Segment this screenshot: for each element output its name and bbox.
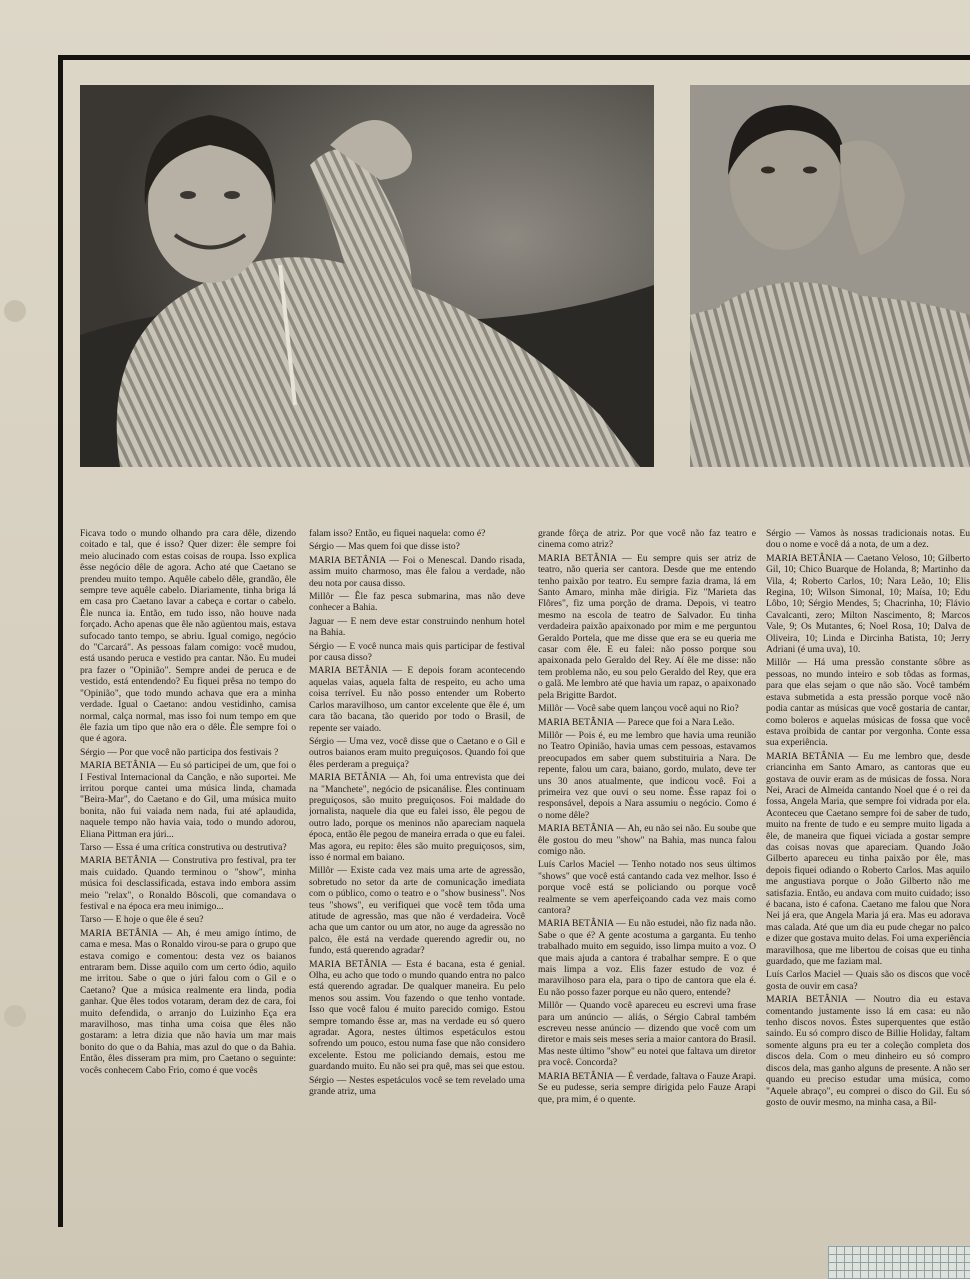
paragraph: MARIA BETÂNIA — Eu me lembro que, desde criancinha em Santo Amaro, as cantoras que eu gostava de ouvir eram as de músicas de fossa. Nora Nei, Araci de Almeida cantando Noel que é o rei da fossa, Angela Maria, que sempre foi vidrada por ela. Aconteceu que Caetano sempre foi de saber de tudo, muito na frente de tudo e eu sempre muito ligada a êle, de maneira que fiquei viciada a gostar sempre das coisas novas que apareciam. Quando João Gilberto apareceu eu tinha paixão por êle, mas depois fiquei odiando o Roberto Carlos. Mas aquilo me angustiava porque o João Gilberto não me satisfazia. Então, eu andava com muito cuidado; isso é bacana, isto é cafona. Caetano me falou que Nora Nei já era, que Angela Maria já era. Mas eu adorava mas calada. Até que um dia eu pude chegar no palco e dizer que gostava muito delas. Foi uma experiência maravilhosa, que me libertou de coisas que eu tinha guardado, que me faziam mal. <box>766 750 970 968</box>
paragraph: Sérgio — Nestes espetáculos você se tem revelado uma grande atriz, uma <box>309 1074 525 1098</box>
text-column-3 <box>538 528 756 1233</box>
text-column-1 <box>80 528 296 1233</box>
woman-portrait-photo-icon <box>690 85 970 467</box>
paragraph: Millôr — Você sabe quem lançou você aqui no Rio? <box>538 703 739 715</box>
paragraph: Tarso — E hoje o que êle é seu? <box>80 914 204 926</box>
paragraph: falam isso? Então, eu fiquei naquela: como é? <box>309 528 486 539</box>
paragraph: Ficava todo o mundo olhando pra cara dêle, dizendo coitado e tal, que é isso? Quer dizer: êle sempre foi meio alucinado com estas coisas de roupa. Isso explica êsse negócio dêle de agora. Acho até que Caetano se prendeu muito tempo. Aquêle cabelo dêle, grandão, êle sempre teve aquêle cabelo. Diariamente, tinha briga lá em casa pro Caetano lavar a cabeça e cortar o cabelo. Êle nunca ia. Então, em tudo isso, não houve nada forçado. Acho apenas que êle não agüentou mais, estava sufocado tanto tempo, se abriu. Igual comigo, negócio do "Carcará". As pessoas falam comigo: você mudou, está usando peruca e vestido pra cantar. Não. Eu mudei pra fazer o "Opinião". Sempre andei de peruca e de vestido, está entendendo? Eu fiquei prêsa no tempo do "Opinião", que todo mundo achava que era a minha verdade. Igual o Caetano: andou vestidinho, camisa normal, calça normal, mas isso foi num tempo em que êle fazia um tipo que não era o dêle. Êle sempre foi o que é agora. <box>80 528 296 745</box>
paragraph: grande fôrça de atriz. Por que você não faz teatro e cinema como atriz? <box>538 528 756 551</box>
graph-paper-strip <box>828 1246 970 1279</box>
paragraph: MARIA BETÂNIA — Caetano Veloso, 10; Gilberto Gil, 10; Chico Buarque de Holanda, 8; Martinho da Vila, 4; Roberto Carlos, 10; Nara Leão, 10; Elis Regina, 10; Wilson Simonal, 10; Maísa, 10; Edu Lôbo, 10; Sérgio Mendes, 5; Chacrinha, 10; Flávio Cavalcanti, zero; Milton Nascimento, 8; Marcos Vale, 9; Os Mutantes, 6; Noel Rosa, 10; Dalva de Oliveira, 10; Linda e Dircinha Batista, 10; Jerry Adriani (é uma uva), 10. <box>766 552 970 656</box>
paragraph: MARIA BETÂNIA — Esta é bacana, esta é genial. Olha, eu acho que todo o mundo quando entra no palco está querendo agradar. De qualquer maneira. Eu pelo menos sou assim. Vou fazendo o que tenho vontade. Isso que você falou é muito parecido comigo. Estou sempre tomando êsse ar, mas na verdade eu só quero agradar. Agora, nestes últimos espetáculos estou sofrendo um pouco, estou numa fase que não considero excelente. Estou me policiando demais, estou me guardando muito. Eu não sei pra quê, mas sei que estou. <box>309 958 525 1073</box>
paragraph: MARIA BETÂNIA — Eu só participei de um, que foi o I Festival Internacional da Canção, e não suportei. Me irritou porque cantei uma música linda, chamada "Beira-Mar", do Caetano e do Gil, uma música muito bonita, não fui vaiada nem nada, fui até aplaudida, naquele tempo não havia vaia, todo o mundo adorou, Eliana Pittman era júri... <box>80 760 296 840</box>
paragraph: Sérgio — Mas quem foi que disse isto? <box>309 541 460 553</box>
paragraph: Tarso — Essa é uma crítica construtiva ou destrutiva? <box>80 841 287 853</box>
paragraph: Millôr — Quando você apareceu eu escrevi uma frase para um anúncio — aliás, o Sérgio Cabral também escreveu nesse anúncio — dizendo que você com um diretor e mais seis meses seria a maior cantora do Brasil. Mas neste último "show" eu notei que faltava um diretor pra você. Concorda? <box>538 1000 756 1069</box>
paragraph: Sérgio — Vamos às nossas tradicionais notas. Eu dou o nome e você dá a nota, de um a dez. <box>766 528 970 551</box>
paragraph: Sérgio — Por que você não participa dos festivais ? <box>80 746 279 758</box>
main-photo <box>80 85 654 467</box>
paragraph: Millôr — Êle faz pesca submarina, mas não deve conhecer a Bahia. <box>309 591 525 614</box>
paragraph: MARIA BETÂNIA — Parece que foi a Nara Leão. <box>538 716 735 728</box>
paragraph: MARIA BETÂNIA — Noutro dia eu estava comentando justamente isso lá em casa: eu não tenho discos novos. Êstes superquentes que estão saindo. Eu só compro disco de Billie Holiday, faltam somente alguns pra eu ter a coleção completa dos discos dela. Com o meu dinheiro eu só compro discos dela, mas ganho alguns de presente. A não ser quando eu preciso estudar uma música, como "Aquele abraço", eu comprei o disco do Gil. Eu só gosto de ouvir mesmo, na minha casa, a Bil- <box>766 994 970 1108</box>
border-rule-top <box>58 55 970 60</box>
paragraph: Millôr — Pois é, eu me lembro que havia uma reunião no Teatro Opinião, havia umas cem pessoas, estavamos preocupados em saber quem substituiria a Nara. De repente, falou um cara, baiano, gordo, mulato, deve ter uns 30 anos atualmente, que indicou você. Foi a primeira vez que ouvi o seu nome. Êsse rapaz foi o responsável, depois a Nara assumiu o negócio. Como é o nome dêle? <box>538 729 756 821</box>
paragraph: Sérgio — E você nunca mais quis participar de festival por causa disso? <box>309 640 525 664</box>
paragraph: MARIA BETÂNIA — E depois foram acontecendo aquelas vaias, aquela falta de respeito, eu acho uma coisa terrível. Eu não posso entender um Roberto Carlos maravilhoso, um cantor excelente que êle é, um cara tão bacana, tão querido por todo o Brasil, de repente ser vaiado. <box>309 665 525 734</box>
paragraph: Sérgio — Uma vez, você disse que o Caetano e o Gil e outros baianos eram muito preguiçosos. Quando foi que êles perderam a preguiça? <box>309 735 525 770</box>
text-column-4 <box>766 528 970 1233</box>
punch-hole <box>4 1005 26 1027</box>
paragraph: Luís Carlos Maciel — Tenho notado nos seus últimos "shows" que você está cantando cada vez melhor. Isso é porque você está se policiando ou porque você realmente se vem aperfeiçoando cada vez mais como cantora? <box>538 859 756 916</box>
border-rule-left <box>58 55 63 1227</box>
text-column-2 <box>309 528 525 1233</box>
article-body <box>80 528 970 1233</box>
paragraph: MARIA BETÂNIA — Ah, foi uma entrevista que dei na "Manchete", negócio de psicanálise. Êles continuam preguiçosos, são muito preguiçosos. Foi maldade do jornalista, naquele dia que eu falei isso, êle pegou de outro lado, porque os meninos não apareciam naquela época, então êle pegou de maneira errada o que eu falei. Mas agora, eu repito: êles são muito preguiçosos, sim, isso é normal em baiano. <box>309 772 525 863</box>
paragraph: MARIA BETÂNIA — É verdade, faltava o Fauze Arapi. Se eu pudesse, seria sempre dirigida pelo Fauze Arapi que, pra mim, é o quente. <box>538 1070 756 1105</box>
woman-portrait-photo-icon <box>80 85 654 467</box>
paragraph: MARIA BETÂNIA — Construtiva pro festival, pra ter mais cuidado. Quando terminou o "show", minha música foi desclassificada, estava indo embora assim meio "relax", o Ronaldo Bôscoli, que comandava o festival e na época era meu inimigo... <box>80 855 296 912</box>
paragraph: MARIA BETÂNIA — Eu não estudei, não fiz nada não. Sabe o que é? A gente acostuma a garganta. Eu tenho trabalhado muito em seguido, isso limpa muito a voz. O que mais ajuda a cantora é trabalhar sempre. E o que mais limpa a voz. Elis fazer estudo de voz é maravilhoso para ela, para o tipo de cantora que ela é. Eu não posso fazer porque eu não quero, entende? <box>538 918 756 998</box>
punch-hole <box>4 300 26 322</box>
side-photo <box>690 85 970 467</box>
paragraph: MARIA BETÂNIA — Eu sempre quis ser atriz de teatro, não queria ser cantora. Desde que me entendo tenho paixão por teatro. Eu sempre fazia drama, lá em Santo Amaro, minha mãe dirigia. Fiz "Marieta das Flôres", fiz uma porção de drama. Depois, vi teatro mesmo na escola de teatro de Salvador. Eu tinha verdadeira paixão apaixonado por mim e me perguntou Geraldo Portela, que me disse que era se eu queria me casar com êle. E eu falei: não posso porque sou apaixonada pelo Geraldo del Rey. Aí êle me disse: não tem problema não, eu sou pelo Geraldo del Rey, que era o galã. Me lembro até que havia um rapaz, o apaixonado pela Brigitte Bardot. <box>538 552 756 701</box>
paragraph: Jaguar — E nem deve estar construindo nenhum hotel na Bahia. <box>309 615 525 639</box>
paragraph: MARIA BETÂNIA — Ah, eu não sei não. Eu soube que êle gostou do meu "show" na Bahia, mas nunca falou comigo não. <box>538 823 756 857</box>
paragraph: Millôr — Existe cada vez mais uma arte de agressão, sobretudo no setor da arte de comunicação imediata com o público, como o teatro e o "show business". Nos teus "shows", eu verifiquei que você tem tôda uma atitude de agressão, mas que não é verdadeira. Você acha que um cantor ou um ator, no auge da agressão no palco, êle está na verdade querendo agredir ou, no fundo, está querendo agradar? <box>309 865 525 957</box>
paragraph: Millôr — Há uma pressão constante sôbre as pessoas, no mundo inteiro e sob tôdas as formas, para que elas sejam o que não são. Você também estava submetida a esta pressão porque você não podia cantar as músicas que você gostaria de cantar, como boleros e aquelas músicas de fossa que você estava proibida de cantar por vergonha. Conte essa sua experiência. <box>766 657 970 749</box>
paragraph: MARIA BETÂNIA — Ah, é meu amigo íntimo, de cama e mesa. Mas o Ronaldo virou-se para o grupo que estava comigo e comentou: desta vez os baianos entraram bem. Disse aquilo com um certo ódio, aquilo me irritou. Sabe o que o júri falou com o Gil e o Caetano? Que a música realmente era linda, podia ganhar. Que êles todos votaram, deram dez de cara, foi muito defendida, o arranjo do Luizinho Eça era maravilhoso, mas tinha uma coisa que êles não gostaram: a letra dizia que não havia um mar mais bonito do que o da Bahia, mas azul do que o da Bahia. Então, êles disseram pra mim, pro Caetano o seguinte: vocês conhecem Cabo Frio, como é que vocês <box>80 927 296 1076</box>
paragraph: MARIA BETÂNIA — Foi o Menescal. Dando risada, assim muito charmoso, mas êle falou a verdade, não deu nota por causa disso. <box>309 554 525 589</box>
paragraph: Luís Carlos Maciel — Quais são os discos que você gosta de ouvir em casa? <box>766 969 970 992</box>
